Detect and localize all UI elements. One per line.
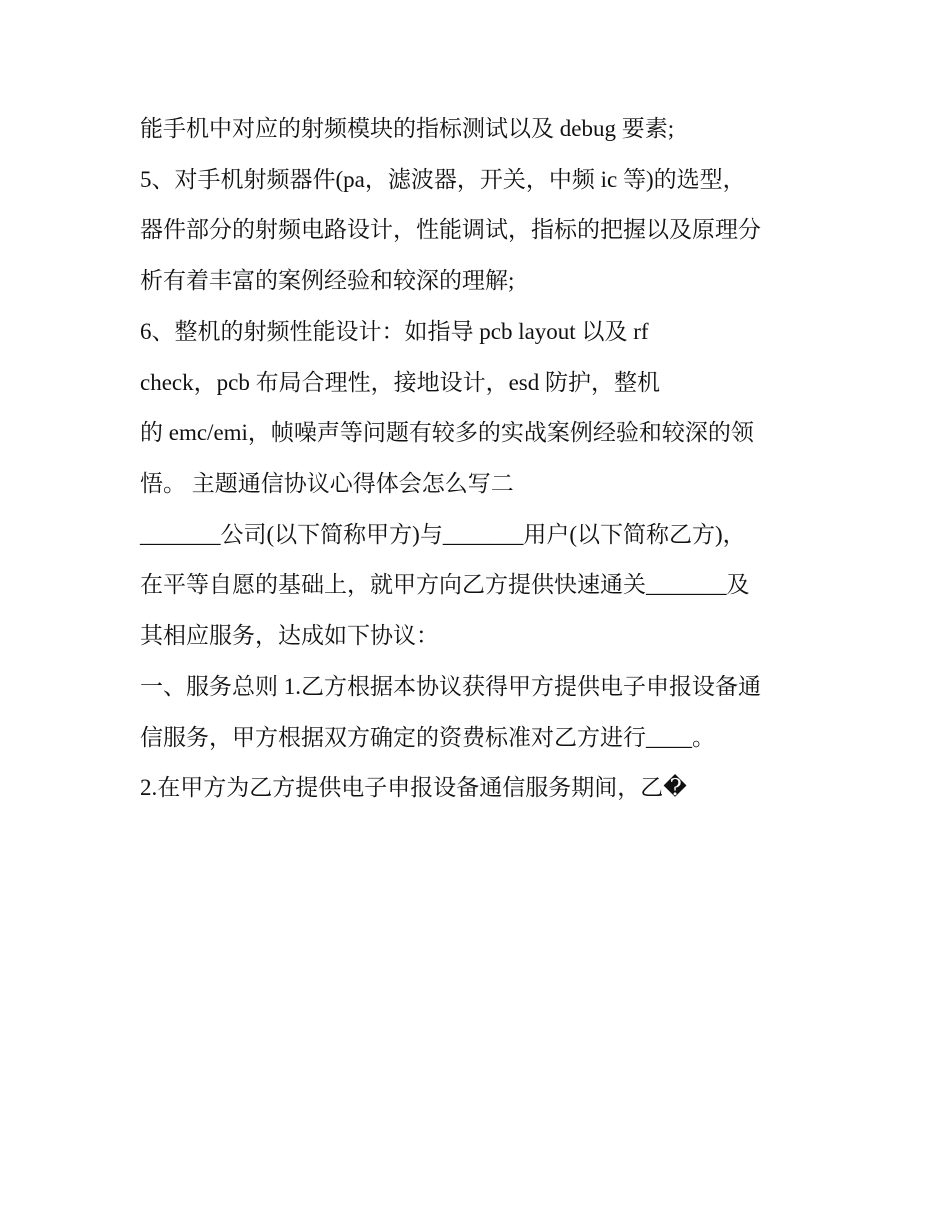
text-line: 一、服务总则 1.乙方根据本协议获得甲方提供电子申报设备通	[140, 674, 761, 699]
text-line: 在平等自愿的基础上，就甲方向乙方提供快速通关_______及	[140, 572, 750, 597]
text-line: check，pcb 布局合理性，接地设计，esd 防护，整机	[140, 370, 660, 395]
text-line: 2.在甲方为乙方提供电子申报设备通信服务期间，乙�	[140, 775, 687, 800]
text-line: 的 emc/emi，帧噪声等问题有较多的实战案例经验和较深的领	[140, 420, 754, 445]
text-line: 器件部分的射频电路设计，性能调试，指标的把握以及原理分	[140, 217, 761, 242]
text-line: 6、整机的射频性能设计：如指导 pcb layout 以及 rf	[140, 319, 649, 344]
text-line: 其相应服务，达成如下协议：	[140, 623, 439, 648]
text-line: 能手机中对应的射频模块的指标测试以及 debug 要素;	[140, 116, 675, 141]
text-line: 析有着丰富的案例经验和较深的理解;	[140, 268, 515, 293]
text-line: 悟。 主题通信协议心得体会怎么写二	[140, 471, 514, 496]
text-line: _______公司(以下简称甲方)与_______用户(以下简称乙方)，	[140, 522, 746, 547]
text-line: 信服务，甲方根据双方确定的资费标准对乙方进行____。	[140, 725, 715, 750]
text-line: 5、对手机射频器件(pa，滤波器，开关，中频 ic 等)的选型，	[140, 167, 746, 192]
